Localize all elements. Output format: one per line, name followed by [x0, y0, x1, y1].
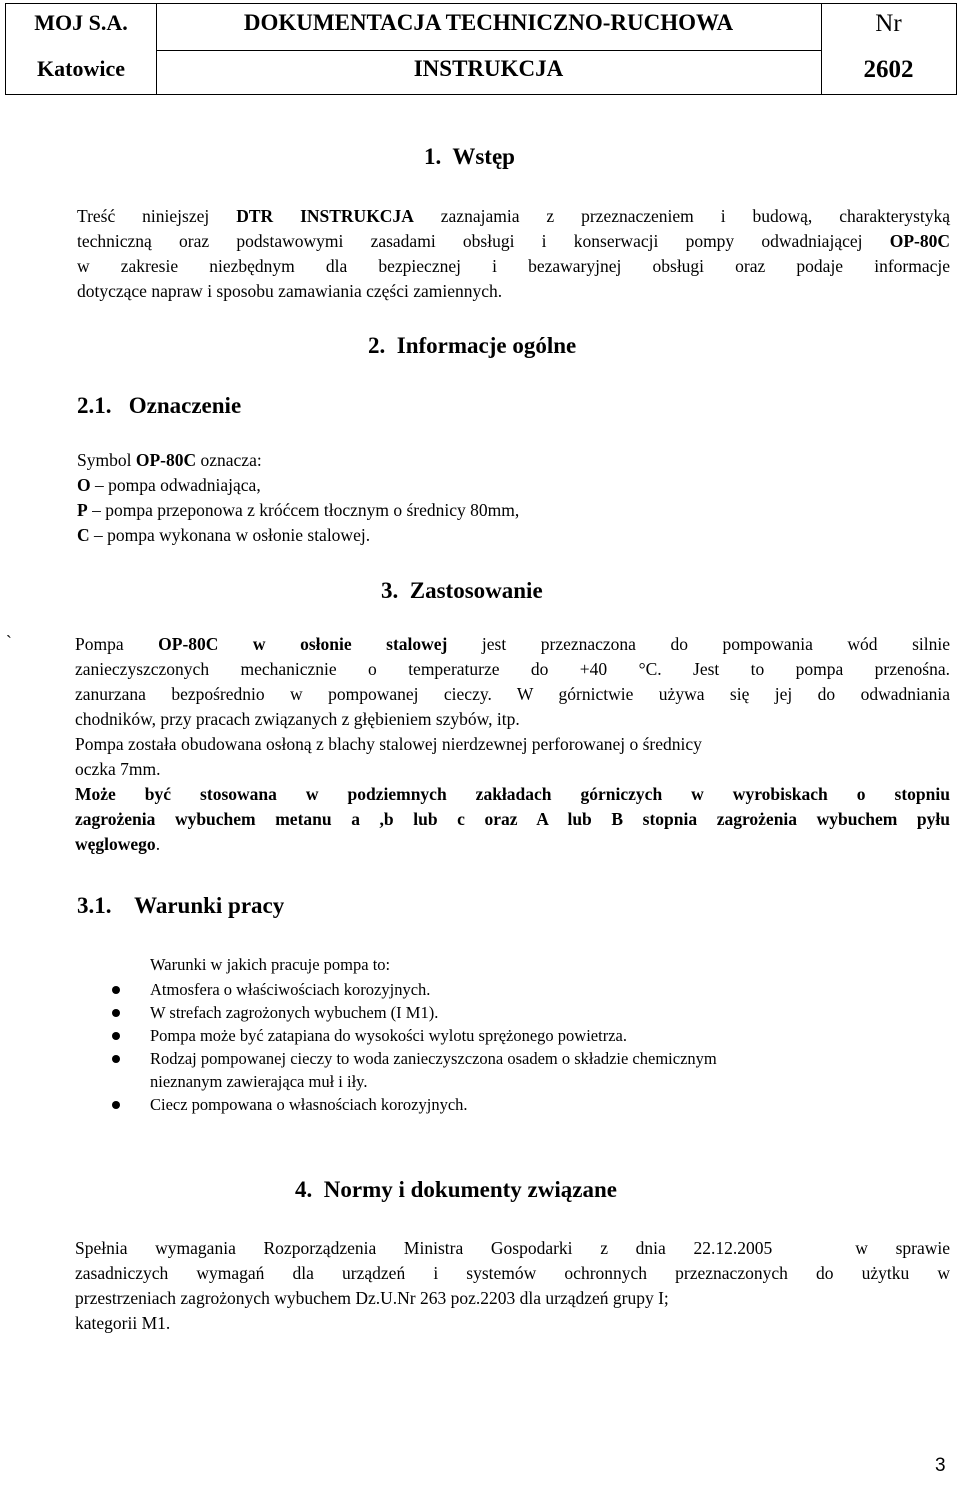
section-4-body — [75, 1236, 950, 1336]
meaning-p: – pompa przeponowa z króćcem tłocznym o średnicy 80mm, — [87, 500, 520, 520]
s3-l1-c: jest przeznaczona do pompowania wód silnie — [447, 634, 950, 654]
s1-line-3: w zakresie niezbędnym dla bezpiecznej i bezawaryjnej obsługi oraz podaje informacje — [77, 256, 950, 276]
s4-line-2: zasadniczych wymagań dla urządzeń i systemów ochronnych przeznaczonych do użytku w — [75, 1263, 950, 1283]
s3-bold-line-2: zagrożenia wybuchem metanu a ,b lub c oraz A lub B stopnia zagrożenia wybuchem pyłu — [75, 809, 950, 829]
list-item: Rodzaj pompowanej cieczy to woda zanieczyszczona osadem o składzie chemicznym nieznanym zawierająca muł i iły. — [109, 1047, 909, 1093]
s4-line-1: Spełnia wymagania Rozporządzenia Ministra Gospodarki z dnia 22.12.2005 w sprawie — [75, 1238, 950, 1258]
s1-l2-b: OP-80C — [889, 231, 950, 251]
bullet-icon — [112, 1032, 120, 1040]
s3-b3-b: . — [155, 834, 161, 854]
s1-l1-c: zaznajamia z przeznaczeniem i budową, charakterystyką — [413, 206, 951, 226]
s3-line-6: oczka 7mm. — [75, 759, 161, 779]
header-number-cell — [821, 4, 956, 94]
meaning-o: – pompa odwadniająca, — [90, 475, 261, 495]
s3-line-2: zanieczyszczonych mechanicznie o temperaturze do +40 °C. Jest to pompa przenośna. — [75, 659, 950, 679]
section-2-title: 2. Informacje ogólne — [368, 333, 577, 358]
letter-p: P — [77, 500, 88, 520]
s1-l1-a: Treść niniejszej — [77, 206, 237, 226]
company-name: MOJ S.A. — [34, 10, 128, 35]
designation-c — [77, 523, 777, 548]
list-item-continuation: nieznanym zawierająca muł i iły. — [150, 1072, 368, 1091]
doc-type: DOKUMENTACJA TECHNICZNO-RUCHOWA — [243, 10, 734, 35]
bullet-icon — [112, 986, 120, 994]
designation-o — [77, 473, 777, 498]
symbol-suffix: oznacza: — [196, 450, 262, 470]
conditions-list — [109, 978, 909, 1116]
bullet-icon — [112, 1101, 120, 1109]
s1-line-4: dotyczące napraw i sposobu zamawiania części zamiennych. — [77, 281, 503, 301]
conditions-intro: Warunki w jakich pracuje pompa to: — [150, 955, 391, 974]
letter-c: C — [77, 525, 90, 545]
bullet-icon — [112, 1009, 120, 1017]
section-4-title: 4. Normy i dokumenty związane — [295, 1177, 617, 1202]
section-3-title: 3. Zastosowanie — [381, 578, 543, 603]
section-3-body — [75, 632, 950, 857]
section-3-1-title: 3.1. Warunki pracy — [77, 893, 285, 918]
list-item: Ciecz pompowana o własnościach korozyjnych. — [109, 1093, 909, 1116]
s1-line-2 — [77, 229, 950, 254]
list-item: Pompa może być zatapiana do wysokości wylotu sprężonego powietrza. — [109, 1024, 909, 1047]
nr-value: 2602 — [863, 56, 914, 83]
designation-p — [77, 498, 777, 523]
s1-l2-a: techniczną oraz podstawowymi zasadami obsługi i konserwacji pompy odwadniającej — [77, 231, 890, 251]
document-header — [5, 3, 957, 95]
list-item: W strefach zagrożonych wybuchem (I M1). — [109, 1001, 909, 1024]
nr-label: Nr — [875, 10, 902, 37]
s3-line-1 — [75, 632, 950, 657]
symbol-text: Symbol — [77, 450, 136, 470]
s3-bold-line-3 — [75, 832, 950, 857]
section-1-body — [77, 204, 950, 304]
s3-line-4: chodników, przy pracach związanych z głębieniem szybów, itp. — [75, 709, 520, 729]
s3-line-3: zanurzana bezpośrednio w pompowanej cieczy. W górnictwie używa się jej do odwadniania — [75, 684, 950, 704]
letter-o: O — [77, 475, 91, 495]
designation-list — [77, 448, 777, 548]
s4-line-4: kategorii M1. — [75, 1313, 171, 1333]
company-city: Katowice — [37, 56, 125, 81]
page-number: 3 — [935, 1455, 946, 1476]
bullet-icon — [112, 1055, 120, 1063]
s3-line-5: Pompa została obudowana osłoną z blachy stalowej nierdzewnej perforowanej o średnicy — [75, 734, 702, 754]
section-2-1-title: 2.1. Oznaczenie — [77, 393, 242, 418]
symbol-code: OP-80C — [135, 450, 197, 470]
s1-l1-b: DTR INSTRUKCJA — [236, 206, 414, 226]
s3-l1-b: OP-80C w osłonie stalowej — [158, 634, 448, 654]
list-item: Atmosfera o właściwościach korozyjnych. — [109, 978, 909, 1001]
header-title-cell — [156, 4, 822, 94]
meaning-c: – pompa wykonana w osłonie stalowej. — [89, 525, 371, 545]
symbol-line — [77, 448, 777, 473]
section-1-title: 1. Wstęp — [424, 144, 515, 169]
doc-subtype: INSTRUKCJA — [413, 56, 564, 81]
s3-l1-a: Pompa — [75, 634, 159, 654]
stray-tick-mark: ` — [6, 632, 12, 652]
header-divider — [156, 50, 821, 51]
s1-line-1 — [77, 204, 950, 229]
header-company-cell — [6, 4, 157, 94]
s3-b3-a: węglowego — [75, 834, 156, 854]
s4-line-3: przestrzeniach zagrożonych wybuchem Dz.U.Nr 263 poz.2203 dla urządzeń grupy I; — [75, 1288, 669, 1308]
s3-bold-line-1: Może być stosowana w podziemnych zakładach górniczych w wyrobiskach o stopniu — [75, 784, 950, 804]
